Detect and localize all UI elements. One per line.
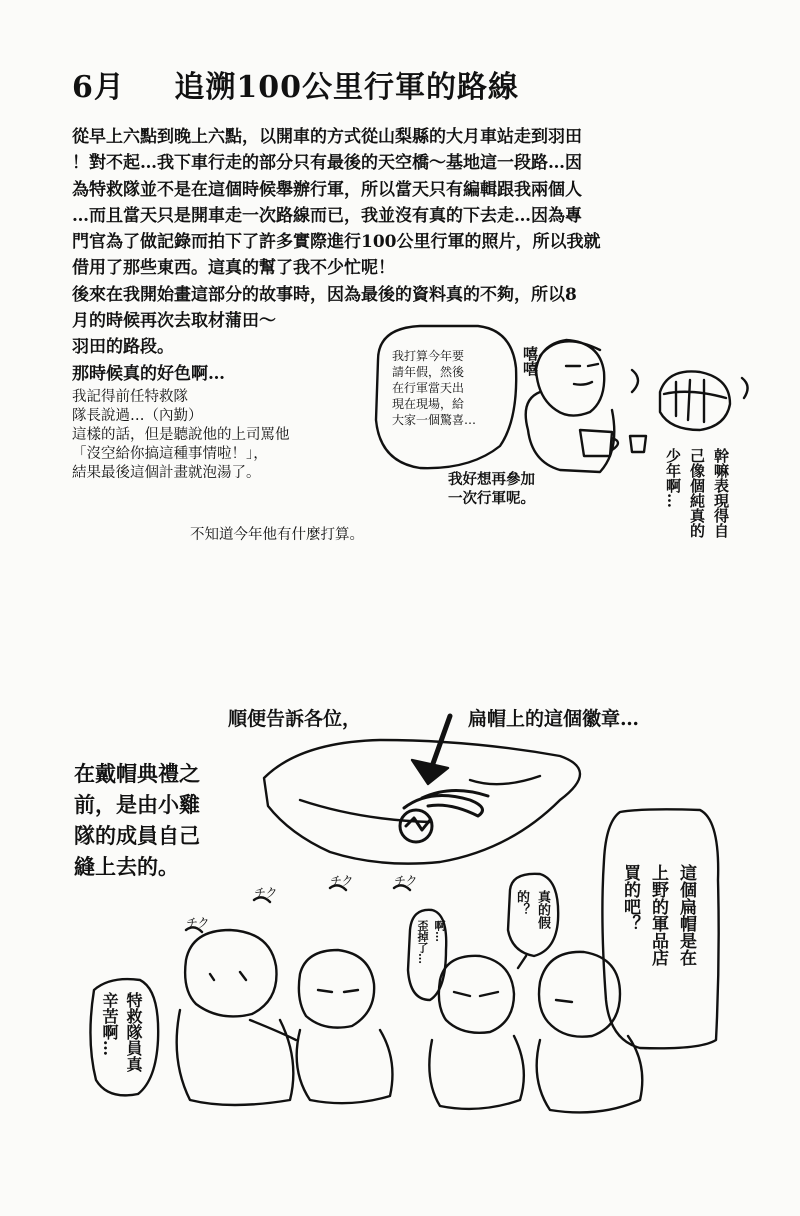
vertical-line: 少年啊… bbox=[664, 448, 682, 508]
title-text: 追溯100公里行軍的路線 bbox=[174, 70, 519, 105]
bubble-fake-text bbox=[512, 890, 552, 929]
bubble-crooked-text bbox=[414, 920, 447, 964]
caption-mid bbox=[448, 470, 535, 508]
banner-left: 順便告訴各位， bbox=[228, 708, 362, 730]
note-line: 「沒空給你搞這種事情啦！」， bbox=[72, 446, 268, 462]
sfx-hehe: 嘻嘻 bbox=[521, 346, 539, 376]
figure-chibi-4 bbox=[537, 952, 643, 1113]
vertical-right-text bbox=[662, 448, 732, 538]
paragraph-line: 門官為了做記錄而拍下了許多實際進行100公里行軍的照片，所以我就 bbox=[72, 232, 601, 253]
paragraph-line: …而且當天只是開車走一次路線而已，我並沒有真的下去走…因為專 bbox=[72, 205, 582, 226]
note-line: 結果最後這個計畫就泡湯了。 bbox=[72, 465, 261, 481]
bubble-line: 請年假，然後 bbox=[392, 365, 465, 379]
bubble-fake-line: 真的假 bbox=[535, 890, 550, 929]
small-cup-icon bbox=[630, 436, 646, 452]
bubble-left-line: 特救隊員真 bbox=[124, 992, 143, 1072]
beret-shape bbox=[264, 740, 580, 864]
left-block-line: 縫上去的。 bbox=[74, 854, 179, 879]
sfx-lines bbox=[186, 885, 410, 932]
sfx-stitch-2: チク bbox=[330, 874, 354, 888]
paragraph-line: 借用了那些東西。這真的幫了我不少忙呢！ bbox=[72, 258, 395, 279]
note-line: 我記得前任特救隊 bbox=[72, 389, 188, 405]
bubble-line: 大家一個驚喜… bbox=[392, 413, 477, 427]
caption-line: 一次行軍呢。 bbox=[448, 490, 535, 507]
sfx-stitch-4: チク bbox=[186, 916, 210, 930]
bubble-crooked-line: 啊… bbox=[433, 920, 446, 942]
bubble-line: 我打算今年要 bbox=[392, 349, 465, 363]
caption-line: 我好想再參加 bbox=[448, 471, 535, 488]
left-block-line: 前，是由小雞 bbox=[74, 792, 200, 817]
bubble-right-line: 這個扁帽是在 bbox=[676, 864, 696, 966]
arrow-head-icon bbox=[412, 760, 448, 784]
vertical-line: 己像個純真的 bbox=[688, 448, 706, 538]
paragraph-line: 為特救隊並不是在這個時候舉辦行軍，所以當天只有編輯跟我兩個人 bbox=[72, 179, 582, 200]
bubble-right-line: 買的吧？ bbox=[620, 864, 640, 932]
note-line: 這樣的話，但是聽說他的上司罵他 bbox=[72, 427, 290, 443]
left-block bbox=[74, 758, 200, 882]
figure-chibi-1 bbox=[177, 930, 296, 1105]
bubble-top-text bbox=[392, 348, 476, 428]
bubble-left-text bbox=[98, 992, 144, 1072]
left-block-line: 在戴帽典禮之 bbox=[74, 761, 200, 786]
paragraph-line: 後來在我開始畫這部分的故事時，因為最後的資料真的不夠，所以8 bbox=[72, 284, 577, 305]
bubble-left-line: 辛苦啊… bbox=[100, 992, 119, 1056]
sfx-stitch-3: チク bbox=[394, 874, 418, 888]
vertical-line: 幹嘛表現得自 bbox=[712, 448, 730, 538]
note-line: 隊長說過…（內勤） bbox=[72, 408, 203, 424]
bubble-line: 在行軍當天出 bbox=[392, 381, 465, 395]
bubble-line: 現在現場，給 bbox=[392, 397, 465, 411]
bubble-right-line: 上野的軍品店 bbox=[648, 864, 668, 966]
sfx-stitch-1: チク bbox=[254, 886, 278, 900]
title-month: 6月 bbox=[72, 70, 125, 105]
paragraph-line: ！對不起…我下車行走的部分只有最後的天空橋～基地這一段路…因 bbox=[72, 153, 582, 174]
badge-icon bbox=[400, 790, 488, 842]
figure-chibi-2 bbox=[297, 950, 393, 1103]
bubble-right-text bbox=[618, 864, 698, 966]
figure-top-small bbox=[660, 371, 730, 430]
bubble-crooked-line: 歪掉了… bbox=[416, 920, 429, 964]
banner-right: 扁帽上的這個徽章… bbox=[468, 708, 640, 730]
paragraph-line: 羽田的路段。 bbox=[72, 337, 174, 358]
left-block-line: 隊的成員自己 bbox=[74, 823, 200, 848]
paragraph-line: 月的時候再次去取材蒲田～ bbox=[72, 311, 276, 332]
paragraph-line: 從早上六點到晚上六點，以開車的方式從山梨縣的大月車站走到羽田 bbox=[72, 127, 582, 147]
paragraph-line: 那時候真的好色啊… bbox=[72, 363, 225, 384]
bubble-fake-line: 的？ bbox=[514, 890, 529, 916]
footer-note: 不知道今年他有什麼打算。 bbox=[190, 527, 364, 543]
